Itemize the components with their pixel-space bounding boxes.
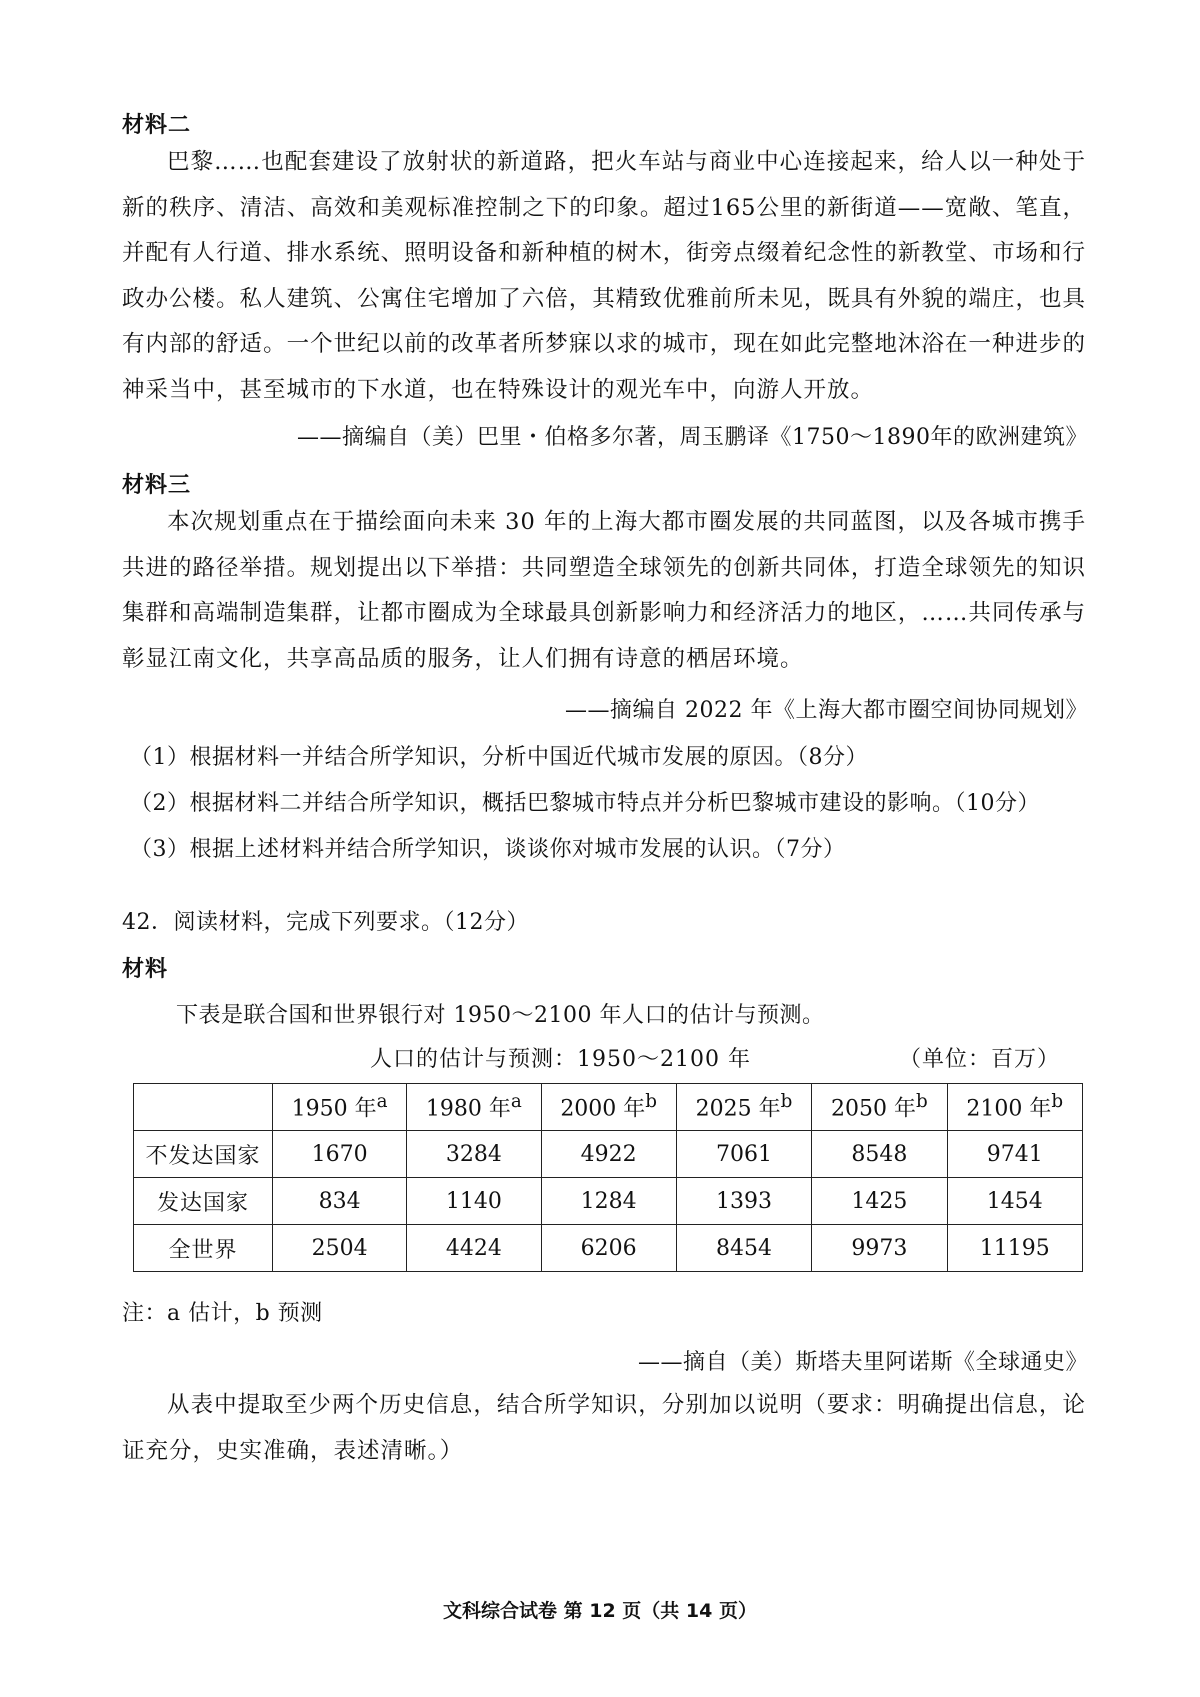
table-cell: 11195 [947,1225,1082,1272]
question-2: （2）根据材料二并结合所学知识，概括巴黎城市特点并分析巴黎城市建设的影响。（10分） [130,791,1040,816]
table-cell: 1393 [676,1178,811,1225]
table-cell: 4424 [407,1225,541,1272]
table-cell: 8454 [676,1225,811,1272]
table-cell: 8548 [812,1131,947,1178]
material-three-heading: 材料三 [122,472,192,498]
material-two-heading: 材料二 [122,112,192,138]
population-table [133,1083,1083,1272]
q42-material-heading: 材料 [122,956,169,982]
table-row-label: 不发达国家 [134,1131,273,1178]
table-caption: 人口的估计与预测：1950～2100 年 [370,1047,751,1072]
table-header-cell: 1980 年$^a$ [407,1084,541,1131]
table-corner-cell [134,1084,273,1131]
table-header-row [134,1084,1083,1131]
q42-requirement: 从表中提取至少两个历史信息，结合所学知识，分别加以说明（要求：明确提出信息，论证充分，史实准确，表述清晰。） [122,1392,1086,1464]
table-cell: 1670 [273,1131,407,1178]
table-header-cell: 1950 年$^a$ [273,1084,407,1131]
table-header-cell: 2100 年$^b$ [947,1084,1082,1131]
table-cell: 9973 [812,1225,947,1272]
table-row-label: 发达国家 [134,1178,273,1225]
table-row [134,1131,1083,1178]
material-three-text: 本次规划重点在于描绘面向未来 30 年的上海大都市圈发展的共同蓝图，以及各城市携手共进的路径举措。规划提出以下举措：共同塑造全球领先的创新共同体，打造全球领先的知识集群和高端制造集群，让都市圈成为全球最具创新影响力和经济活力的地区，……共同传承与彰显江南文化，共享高品质的服务，让人们拥有诗意的栖居环境。 [122,509,1086,672]
table-unit: （单位：百万） [898,1047,1060,1072]
question-3: （3）根据上述材料并结合所学知识，谈谈你对城市发展的认识。（7分） [130,837,846,862]
table-cell: 1425 [812,1178,947,1225]
table-cell: 4922 [541,1131,676,1178]
material-two-source: ——摘编自（美）巴里・伯格多尔著，周玉鹏译《1750～1890年的欧洲建筑》 [297,425,1088,450]
table-cell: 2504 [273,1225,407,1272]
table-header-cell: 2000 年$^b$ [541,1084,676,1131]
table-header-cell: 2025 年$^b$ [676,1084,811,1131]
table-note: 注：a 估计，b 预测 [122,1301,323,1326]
q42-source: ——摘自（美）斯塔夫里阿诺斯《全球通史》 [637,1350,1088,1375]
table-cell: 1454 [947,1178,1082,1225]
material-two-text: 巴黎……也配套建设了放射状的新道路，把火车站与商业中心连接起来，给人以一种处于新的秩序、清洁、高效和美观标准控制之下的印象。超过165公里的新街道——宽敞、笔直，并配有人行道、排水系统、照明设备和新种植的树木，街旁点缀着纪念性的新教堂、市场和行政办公楼。私人建筑、公寓住宅增加了六倍，其精致优雅前所未见，既具有外貌的端庄，也具有内部的舒适。一个世纪以前的改革者所梦寐以求的城市，现在如此完整地沐浴在一种进步的神采当中，甚至城市的下水道，也在特殊设计的观光车中，向游人开放。 [122,149,1086,403]
material-three-source: ——摘编自 2022 年《上海大都市圈空间协同规划》 [565,698,1088,723]
table-cell: 7061 [676,1131,811,1178]
table-row [134,1225,1083,1272]
table-row-label: 全世界 [134,1225,273,1272]
table-header-cell: 2050 年$^b$ [812,1084,947,1131]
q42-intro: 下表是联合国和世界银行对 1950～2100 年人口的估计与预测。 [176,1003,825,1028]
table-cell: 6206 [541,1225,676,1272]
table-cell: 3284 [407,1131,541,1178]
table-cell: 9741 [947,1131,1082,1178]
table-row [134,1178,1083,1225]
page-footer: 文科综合试卷 第 12 页（共 14 页） [443,1600,757,1622]
question-42-title: 42．阅读材料，完成下列要求。（12分） [122,910,529,935]
question-1: （1）根据材料一并结合所学知识，分析中国近代城市发展的原因。（8分） [130,745,868,770]
table-cell: 834 [273,1178,407,1225]
table-cell: 1140 [407,1178,541,1225]
table-cell: 1284 [541,1178,676,1225]
